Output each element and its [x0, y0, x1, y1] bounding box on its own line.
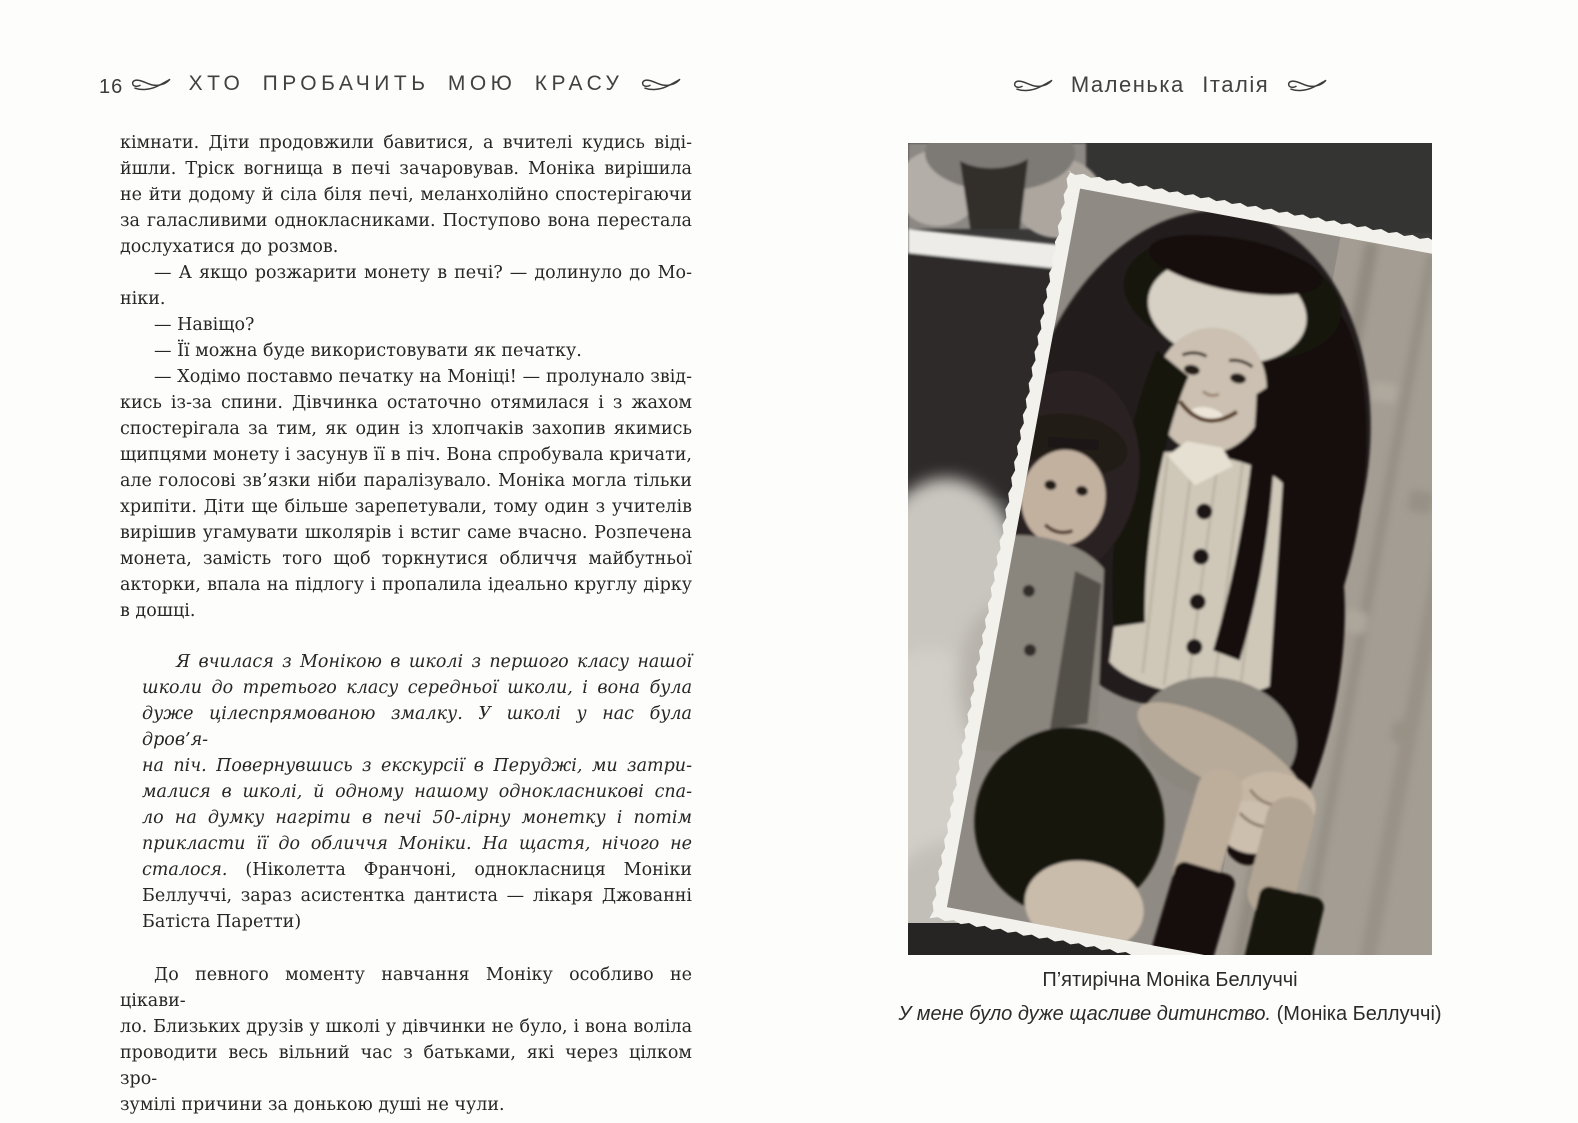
text-line: прикласти її до обличчя Моніки. На щастя, нічого не [142, 834, 692, 854]
text-line: кись із-за спини. Дівчинка остаточно отямилася і з жахом [120, 393, 692, 413]
text-line: — А якщо розжарити монету в печі? — долинуло до Мо- [154, 263, 692, 283]
page-number: 16 [99, 76, 124, 98]
text-line [142, 883, 692, 909]
text-line: спостерігала за тим, як один із хлопчаків захопив якимись [120, 419, 692, 439]
left-running-head [120, 72, 692, 96]
text-line: на піч. Повернувшись з екскурсії в Перуджі, ми затри- [142, 756, 692, 776]
text-line: ніки. [120, 289, 166, 309]
text-line: Я вчилася з Монікою в школі з першого класу нашої [176, 652, 692, 672]
swirl-ornament-icon [129, 74, 173, 94]
text-column [120, 130, 692, 1118]
text-line: не йти додому й сіла біля печі, меланхолійно спостерігаючи [120, 185, 692, 205]
text-line: за галасливими однокласниками. Поступово вона перестала [120, 211, 692, 231]
text-segment: сталося. [142, 860, 228, 880]
text-line: вирішив угамувати школярів і встиг саме вчасно. Розпечена [120, 523, 692, 543]
swirl-ornament-icon [639, 74, 683, 94]
paragraph [120, 260, 692, 312]
caption-quote-italic: У мене було дуже щасливе дитинство. [898, 1003, 1272, 1025]
text-line: малися в школі, й одному нашому однокласникові спа- [142, 782, 692, 802]
paragraph [142, 649, 692, 935]
text-line: зумілі причини за донькою душі не чули. [120, 1095, 505, 1115]
paragraph [120, 962, 692, 1118]
photo-caption-line-1: П’ятирічна Моніка Беллуччі [1042, 969, 1298, 991]
text-line: — Ходімо поставмо печатку на Моніці! — пролунало звід- [154, 367, 692, 387]
paragraph [120, 338, 692, 364]
text-line: — Її можна буде використовувати як печатку. [154, 341, 582, 361]
photo-caption-line-2 [858, 1003, 1482, 1026]
text-line: ло. Близьких друзів у школі у дівчинки не було, і вона воліла [120, 1017, 692, 1037]
text-segment: Батіста Паретти) [142, 912, 302, 932]
section-title: Маленька Італія [1070, 72, 1270, 97]
swirl-ornament-icon [1011, 75, 1055, 95]
text-segment: (Ніколетта Франчоні, однокласниця Моніки [227, 860, 692, 880]
text-line: йшли. Тріск вогнища в печі зачаровував. Моніка вирішила [120, 159, 692, 179]
text-line: кімнати. Діти продовжили бавитися, а вчителі кудись віді- [120, 133, 692, 153]
childhood-photo [908, 143, 1432, 955]
chapter-title: ХТО ПРОБАЧИТЬ МОЮ КРАСУ [188, 72, 624, 95]
text-line [142, 857, 692, 883]
text-line: хрипіти. Діти ще більше зарепетували, тому один з учителів [120, 497, 692, 517]
text-line [142, 909, 692, 935]
text-line: ло на думку нагріти в печі 50-лірну монетку і потім [142, 808, 692, 828]
right-running-head [908, 72, 1432, 98]
text-line: в дошці. [120, 601, 196, 621]
caption-attribution: (Моніка Беллуччі) [1271, 1003, 1442, 1025]
text-line: але голосові зв’язки ніби паралізувало. Моніка могла тільки [120, 471, 692, 491]
paragraph [120, 364, 692, 624]
text-line: школи до третього класу середньої школи, і вона була [142, 678, 692, 698]
text-line: проводити весь вільний час з батьками, які через цілком зро- [120, 1043, 692, 1089]
text-line: дослухатися до розмов. [120, 237, 339, 257]
swirl-ornament-icon [1285, 75, 1329, 95]
text-line: акторки, впала на підлогу і пропалила ідеально круглу дірку [120, 575, 692, 595]
paragraph [120, 312, 692, 338]
text-line: дуже цілеспрямованою змалку. У школі у нас була дров’я- [142, 704, 692, 750]
text-line: — Навіщо? [154, 315, 255, 335]
text-line: монета, замість того щоб торкнутися обличчя майбутньої [120, 549, 692, 569]
text-line: До певного моменту навчання Моніку особливо не цікави- [120, 965, 692, 1011]
paragraph [120, 130, 692, 260]
text-line: щипцями монету і засунув її в піч. Вона спробувала кричати, [120, 445, 692, 465]
text-segment: Беллуччі, зараз асистентка дантиста — лікаря Джованні [142, 886, 692, 906]
